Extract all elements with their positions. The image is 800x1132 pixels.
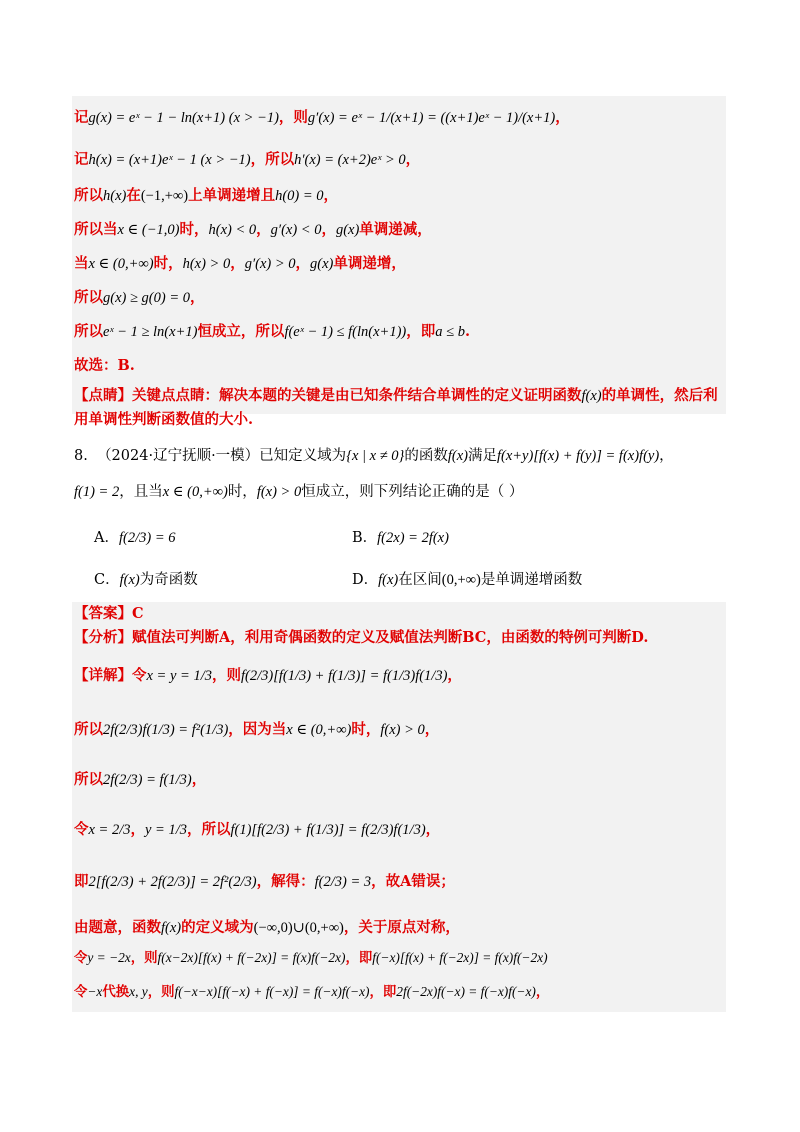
choice-a[interactable]: A．f(2/3) = 6 xyxy=(94,530,176,546)
key-point-line-1: 【点睛】关键点点睛：解决本题的关键是由已知条件结合单调性的定义证明函数f(x)的单调性，然后利 xyxy=(74,387,718,404)
detail-line-5: 即2[f(2/3) + 2f(2/3)] = 2f²(2/3)，解得：f(2/3) = 3，故A错误； xyxy=(74,873,455,890)
sol-top-line-8: 故选：B. xyxy=(74,357,135,374)
detail-line-2: 所以2f(2/3)f(1/3) = f²(1/3)，因为当x ∈ (0,+∞)时，f(x) > 0， xyxy=(74,721,440,738)
choice-d[interactable]: D．f(x)在区间(0,+∞)是单调递增函数 xyxy=(352,572,583,588)
detail-line-6: 由题意，函数f(x)的定义域为(−∞,0)∪(0,+∞)，关于原点对称， xyxy=(74,919,460,936)
sol-top-line-7: 所以eˣ − 1 ≥ ln(x+1)恒成立，所以f(eˣ − 1) ≤ f(ln(x+1))，即a ≤ b. xyxy=(74,323,471,340)
key-point-line-2: 用单调性判断函数值的大小. xyxy=(74,411,254,428)
answer-line: 【答案】C xyxy=(74,605,144,622)
question-8-line-1: 8. （2024·辽宁抚顺·一模）已知定义域为{x | x ≠ 0}的函数f(x)满足f(x+y)[f(x) + f(y)] = f(x)f(y)， xyxy=(74,448,674,464)
detail-line-8: 令−x代换x, y，则f(−x−x)[f(−x) + f(−x)] = f(−x)f(−x)，即2f(−2x)f(−x) = f(−x)f(−x)， xyxy=(74,984,550,1000)
sol-top-line-4: 所以当x ∈ (−1,0)时，h(x) < 0，g′(x) < 0，g(x)单调递减， xyxy=(74,221,432,238)
sol-top-line-5: 当x ∈ (0,+∞)时，h(x) > 0，g′(x) > 0，g(x)单调递增， xyxy=(74,255,406,272)
detail-line-1: 【详解】令x = y = 1/3，则f(2/3)[f(1/3) + f(1/3)] = f(1/3)f(1/3)， xyxy=(74,667,462,684)
sol-top-line-2: 记h(x) = (x+1)eˣ − 1 (x > −1)，所以h′(x) = (x+2)eˣ > 0， xyxy=(74,151,421,168)
choice-b[interactable]: B．f(2x) = 2f(x) xyxy=(352,530,449,546)
choice-c[interactable]: C．f(x)为奇函数 xyxy=(94,572,198,588)
detail-line-3: 所以2f(2/3) = f(1/3)， xyxy=(74,771,207,788)
sol-top-line-1: 记g(x) = eˣ − 1 − ln(x+1) (x > −1)，则g′(x) = eˣ − 1/(x+1) = ((x+1)eˣ − 1)/(x+1)， xyxy=(74,109,570,126)
detail-line-4: 令x = 2/3，y = 1/3，所以f(1)[f(2/3) + f(1/3)] = f(2/3)f(1/3)， xyxy=(74,821,441,838)
sol-top-line-6: 所以g(x) ≥ g(0) = 0， xyxy=(74,289,205,306)
sol-top-line-3: 所以h(x)在(−1,+∞)上单调递增且h(0) = 0， xyxy=(74,187,339,204)
analysis-line: 【分析】赋值法可判断A，利用奇偶函数的定义及赋值法判断BC，由函数的特例可判断D. xyxy=(74,629,649,646)
question-8-line-2: f(1) = 2，且当x ∈ (0,+∞)时，f(x) > 0恒成立，则下列结论正确的是（ ） xyxy=(74,484,524,500)
detail-line-7: 令y = −2x，则f(x−2x)[f(x) + f(−2x)] = f(x)f(−2x)，即f(−x)[f(x) + f(−2x)] = f(x)f(−2x) xyxy=(74,950,548,966)
